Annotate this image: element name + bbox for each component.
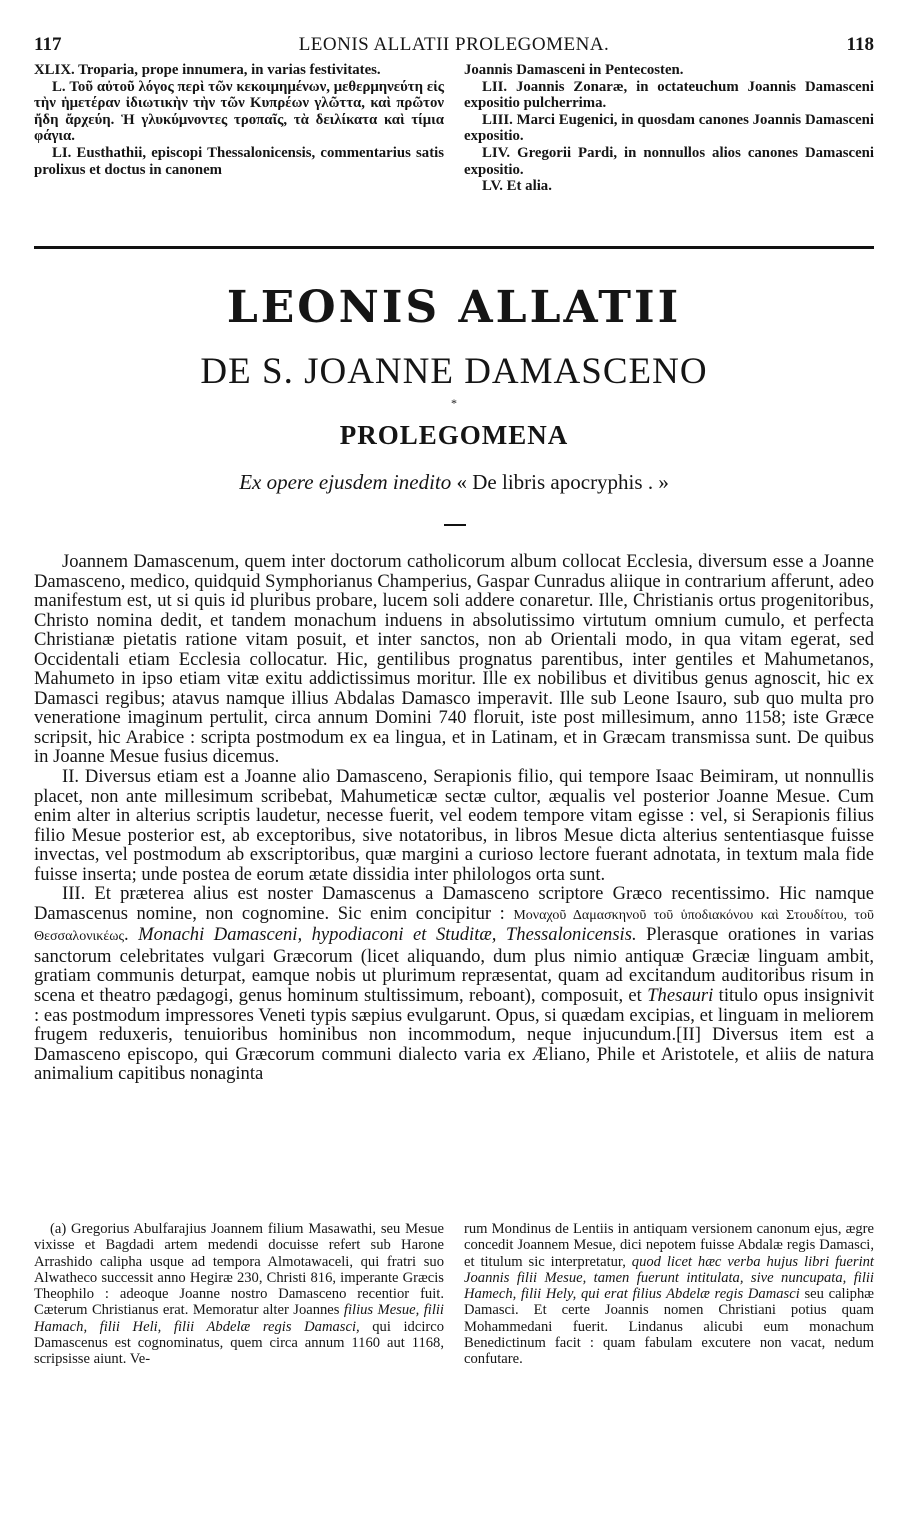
p3-part-b: .	[124, 924, 139, 946]
thesauri-italic: Thesauri	[647, 985, 714, 1007]
footnote-column-left	[34, 1221, 444, 1367]
footnote-italic: quod licet hæc verba hujus libri fuerint Joannis filii Mesue, tamen fuerunt intitulata, sive nuncupata, filii Hamech, filii Hely, qui erat filius Abdelæ regis Damasci	[464, 1253, 874, 1302]
footnote-mark: (a)	[50, 1221, 67, 1237]
main-text	[34, 552, 874, 1084]
running-title: LEONIS ALLATII PROLEGOMENA.	[298, 34, 610, 55]
paragraph-2: II. Diversus etiam est a Joanne alio Damasceno, Serapionis filio, qui tempore Isaac Beimiram, ut nonnullis placet, non ante millesimum scribebat, Mahumeticæ sectæ cultor, æqualis vel posterior Joanne Mesue. Cum enim alter in alterius scriptis laudetur, necesse fuerit, vel eodem tempore vitam egisse : vel, si Serapionis filius filio Mesue posterior est, ab exceptoribus, sive notatoribus, in libros Mesue dicta alterius sententiasque fuisse invectas, vel postmodum ab exscriptoribus, quæ margini a curioso lectore fuerant adnotata, in textum mala fide fuisse inserta; unde postea de eorum ætate dissidia inter philologos orta sunt.	[34, 766, 874, 885]
list-item: LIII. Marci Eugenici, in quosdam canones Joannis Damasceni expositio.	[464, 111, 874, 145]
source-italic: Ex opere ejusdem inedito	[239, 470, 452, 494]
footnote-column-right	[464, 1221, 874, 1367]
list-column-left	[34, 62, 444, 178]
list-item: L. Τοῦ αὐτοῦ λόγος περὶ τῶν κεκοιμημένων, μεθερμηνεύτη εἰς τὴν ἡμετέραν ἰδιωτικὴν τὴν τῶν Κυπρέων γλῶττα, καὶ πρῶτον ἤδη ἄρχεύη. Ἡ γλυκύμνοντες τροπαῖς, τὰ δειλίκατα καὶ τίμια φάγια.	[34, 78, 444, 145]
greek-title: Μοναχοῦ Δαμασκηνοῦ τοῦ ὑποδιακόνου καὶ Στουδίτου, τοῦ Θεσσαλονικέως	[34, 907, 874, 945]
page-number-right: 118	[846, 34, 874, 55]
title-section: PROLEGOMENA	[339, 420, 569, 450]
list-item: XLIX. Troparia, prope innumera, in varias festivitates.	[34, 62, 381, 78]
page-number-left: 117	[34, 34, 62, 55]
section-divider	[34, 246, 874, 249]
list-item: LII. Joannis Zonaræ, in octateuchum Joannis Damasceni expositio pulcherrima.	[464, 78, 874, 112]
p3-part-c: Plerasque orationes in varias sanctorum celebritates vulgari Græcorum (licet aliquando, dum plus nimio antiquæ Græciæ linguam ambit, gratiam communis deturpat, eamque nobis ut plurimum repræsentat, quam ad excitandum auditoribus risum in scena et theatro pædagogi, genus hominum stultissimum, reboant), composuit, et	[34, 924, 875, 1007]
list-item: LIV. Gregorii Pardi, in nonnullos alios canones Damasceni expositio.	[464, 144, 874, 178]
list-column-right	[464, 62, 874, 195]
list-item: Joannis Damasceni in Pentecosten.	[464, 62, 684, 78]
asterisk-mark: *	[451, 396, 457, 410]
latin-title: Monachi Damasceni, hypodiaconi et Studitæ, Thessalonicensis.	[138, 924, 637, 946]
list-item: LI. Eusthathii, episcopi Thessalonicensis, commentarius satis prolixus et doctus in canonem	[34, 144, 444, 178]
paragraph-3	[34, 884, 874, 1083]
footnote-text: Gregorius Abulfarajius Joannem filium Masawathi, seu Mesue vixisse et Bagdadi artem medendi docuisse refert sub Harone Arrashido calipha usque ad tempora Almotawaceli, qui fratri suo Alwatheco successit anno Hegiræ 230, Christi 816, imperante Græcis Theophilo : adeoque Joanne nostro Damasceno recentior fuit. Cæterum Christianus erat. Memoratur alter Joannes	[34, 1221, 445, 1319]
footnote-italic: filius Mesue, filii Hamach, filii Heli, filii Abdelæ regis Damasci,	[34, 1302, 444, 1335]
paragraph-1: Joannem Damascenum, quem inter doctorum catholicorum album collocat Ecclesia, diversum esse a Joanne Damasceno, medico, quidquid Symphorianus Champerius, Gaspar Cunradus aliique in contrarium afferunt, adeo manifestum est, ut si quis id pluribus probare, lucem soli addere conaretur. Ille, Christianis ortus progenitoribus, Christo nomina dedit, et tandem monachum induens in absolutissimo virtutum omnium cumulo, et perfecta Christianæ pietatis ratione vitam posuit, et inter sanctos, non ab Orientali modo, in qua vitam egerat, sed Occidentali etiam Ecclesia collocatur. Hic, gentilibus prognatus parentibus, inter gentiles et Mahumetanos, Mahumeto in ipso etiam vitæ exitu addictissimus moritur. Ille ex nobilibus et divitibus genus agnoscit, hic ex Damasci regibus; atavus namque illius Abdalas Damasco imperavit. Ille sub Leone Isauro, sub quo multa pro veneratione imaginum pertulit, circa annum Domini 740 floruit, iste post millesimum, anno 1158; iste Græce scripsit, hic Arabice : scripta postmodum ex ea lingua, et in Latinam, et in Græcam transmissa sunt. De quibus in Joanne Mesue fusius dicemus.	[34, 551, 874, 768]
title-source	[0, 470, 908, 495]
list-item: LV. Et alia.	[482, 178, 552, 195]
footnote-a	[34, 1221, 444, 1367]
title-author: LEONIS ALLATII	[226, 282, 682, 333]
footnote-text-end: seu caliphæ Damasci. Et certe Joannis nomen Christiani potius quam Mohammedani fuerit. Lindanus alicubi eum monachum Benedictinum facit : quam fabulam excutere non vacat, nedum confutare.	[464, 1286, 874, 1367]
title-dash	[444, 524, 466, 526]
running-header	[34, 34, 874, 58]
p3-part-a: III. Et præterea alius est noster Damascenus a Damasceno scriptore Græco recentissimo. Hic namque Damascenus nomine, non cognomine. Sic enim concipitur :	[34, 883, 874, 924]
footnote-a-continued	[464, 1221, 874, 1367]
title-subject: DE S. JOANNE DAMASCENO	[200, 351, 708, 392]
source-plain: « De libris apocryphis . »	[456, 470, 669, 494]
continued-list	[34, 62, 874, 212]
footnote-text: rum Mondinus de Lentiis in antiquam versionem canonum ejus, ægre concedit Joannem Mesue, dici nepotem fuisse Abdalæ regis Damasci, et titulum sic interpretatur,	[464, 1221, 874, 1270]
footnote-text-end: qui idcirco Damascenus est cognominatus, quem circa annum 1160 aut 1168, scripsisse aiunt. Ve-	[34, 1318, 445, 1367]
p3-part-d: titulo opus insignivit : eas postmodum impressores Veneti typis sæpius evulgarunt. Opus, si quædam excipias, et linguam in meliorem frugem reduxeris, tenuioribus hominibus non incommodum, neque injucundum.[II] Diversus item est a Damasceno episcopo, qui Græcorum communi dialecto varia ex Æliano, Phile et Aristotele, et aliis de natura animalium capitibus nonaginta	[34, 985, 874, 1085]
